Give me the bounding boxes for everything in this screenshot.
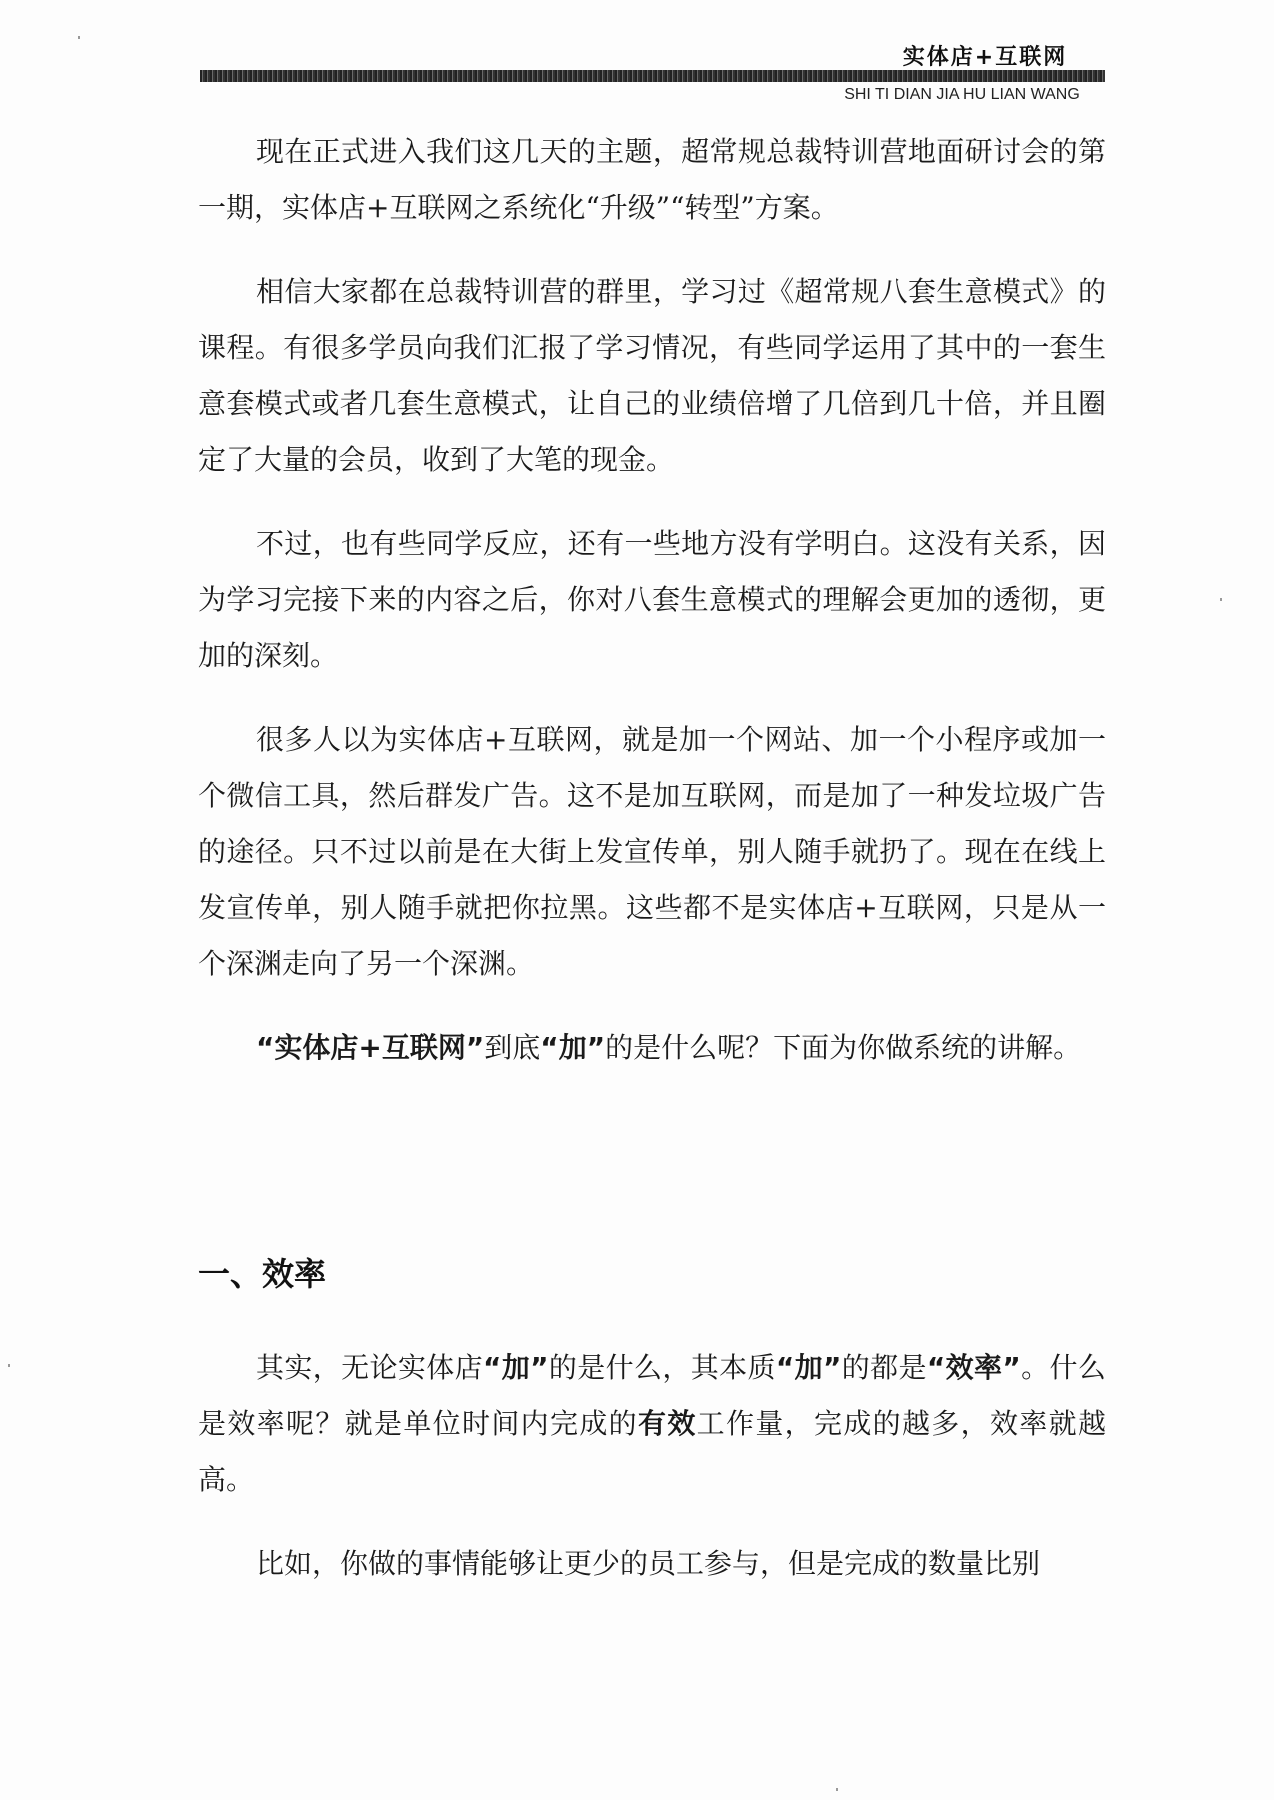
paragraph-5 [198, 1020, 1106, 1076]
paragraph-6 [198, 1340, 1106, 1508]
scan-speck [1220, 598, 1222, 601]
text-run: 的都是 [841, 1351, 927, 1384]
paragraph-7: 比如，你做的事情能够让更少的员工参与，但是完成的数量比别 [256, 1547, 1041, 1580]
running-header-title: 实体店+互联网 [902, 45, 1068, 70]
bold-phrase: “加” [775, 1351, 842, 1384]
bold-phrase: “加” [540, 1031, 606, 1064]
bold-phrase: “实体店+互联网” [256, 1031, 485, 1064]
text-run: 其实，无论实体店 [256, 1351, 483, 1384]
text-run: 到底 [484, 1031, 541, 1064]
text-run: 工作量，完成的越多，效率就越高。 [198, 1407, 1106, 1496]
paragraph-2: 相信大家都在总裁特训营的群里，学习过《超常规八套生意模式》的课程。有很多学员向我们汇报了学习情况，有些同学运用了其中的一套生意套模式或者几套生意模式，让自己的业绩倍增了几倍到几十倍，并且圈定了大量的会员，收到了大笔的现金。 [198, 275, 1106, 476]
running-header-subtitle: SHI TI DIAN JIA HU LIAN WANG [844, 86, 1080, 103]
paragraph-1: 现在正式进入我们这几天的主题，超常规总裁特训营地面研讨会的第一期，实体店+互联网之系统化“升级”“转型”方案。 [198, 135, 1106, 224]
paragraph-4: 很多人以为实体店+互联网，就是加一个网站、加一个小程序或加一个微信工具，然后群发广告。这不是加互联网，而是加了一种发垃圾广告的途径。只不过以前是在大街上发宣传单，别人随手就扔了。现在在线上发宣传单，别人随手就把你拉黑。这些都不是实体店+互联网，只是从一个深渊走向了另一个深渊。 [198, 723, 1106, 980]
text-run: 的是什么，其本质 [548, 1351, 776, 1384]
bold-phrase: “效率” [926, 1351, 1021, 1384]
paragraph-3: 不过，也有些同学反应，还有一些地方没有学明白。这没有关系，因为学习完接下来的内容之后，你对八套生意模式的理解会更加的透彻，更加的深刻。 [198, 527, 1106, 672]
scan-speck [78, 36, 80, 39]
scan-speck [836, 1788, 838, 1791]
header-rule [200, 70, 1105, 82]
text-run: 。什么是效率呢？就是单位时间内完成的 [198, 1351, 1106, 1440]
bold-phrase: “加” [482, 1351, 549, 1384]
section-heading: 一、效率 [198, 1255, 327, 1293]
bold-phrase: 有效 [637, 1407, 697, 1440]
scan-speck [8, 1364, 10, 1367]
text-run: 的是什么呢？下面为你做系统的讲解。 [605, 1031, 1082, 1064]
